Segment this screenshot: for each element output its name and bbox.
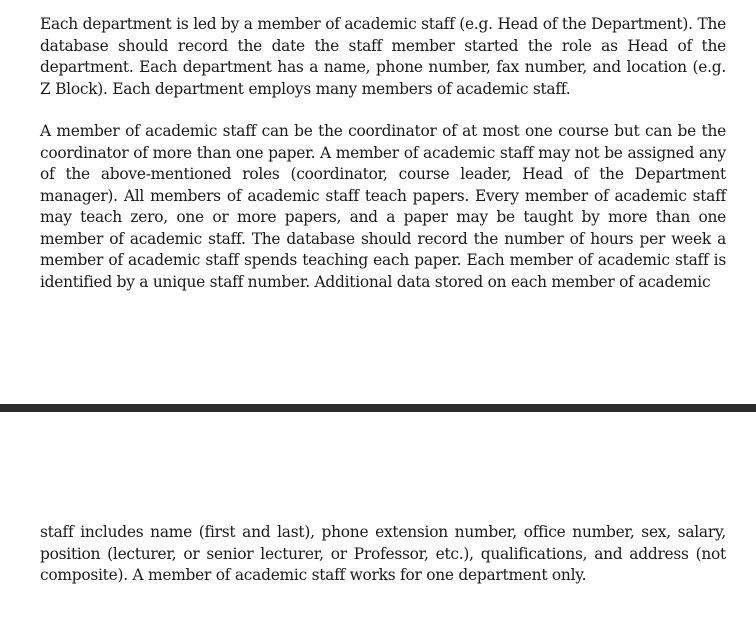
page-separator: [0, 404, 756, 412]
document-page-bottom: [0, 412, 756, 624]
paragraph-academic-staff: A member of academic staff can be the coordinator of at most one course but can be the coordinator of more than one paper. A member of academic staff may not be assigned any of the above-mentioned roles (coordinator, course leader, Head of the Department manager). All members of academic staff teach papers. Every member of academic staff may teach zero, one or more papers, and a paper may be taught by more than one member of academic staff. The database should record the number of hours per week a member of academic staff spends teaching each paper. Each member of academic staff is identified by a unique staff number. Additional data stored on each member of academic: [40, 122, 726, 291]
paragraph-department: Each department is led by a member of academic staff (e.g. Head of the Department). The database should record the date the staff member started the role as Head of the department. Each department has a name, phone number, fax number, and location (e.g. Z Block). Each department employs many members of academic staff.: [40, 15, 726, 98]
paragraph-staff-details: staff includes name (first and last), phone extension number, office number, sex, salary, position (lecturer, or senior lecturer, or Professor, etc.), qualifications, and address (not composite). A member of academic staff works for one department only.: [40, 523, 726, 584]
